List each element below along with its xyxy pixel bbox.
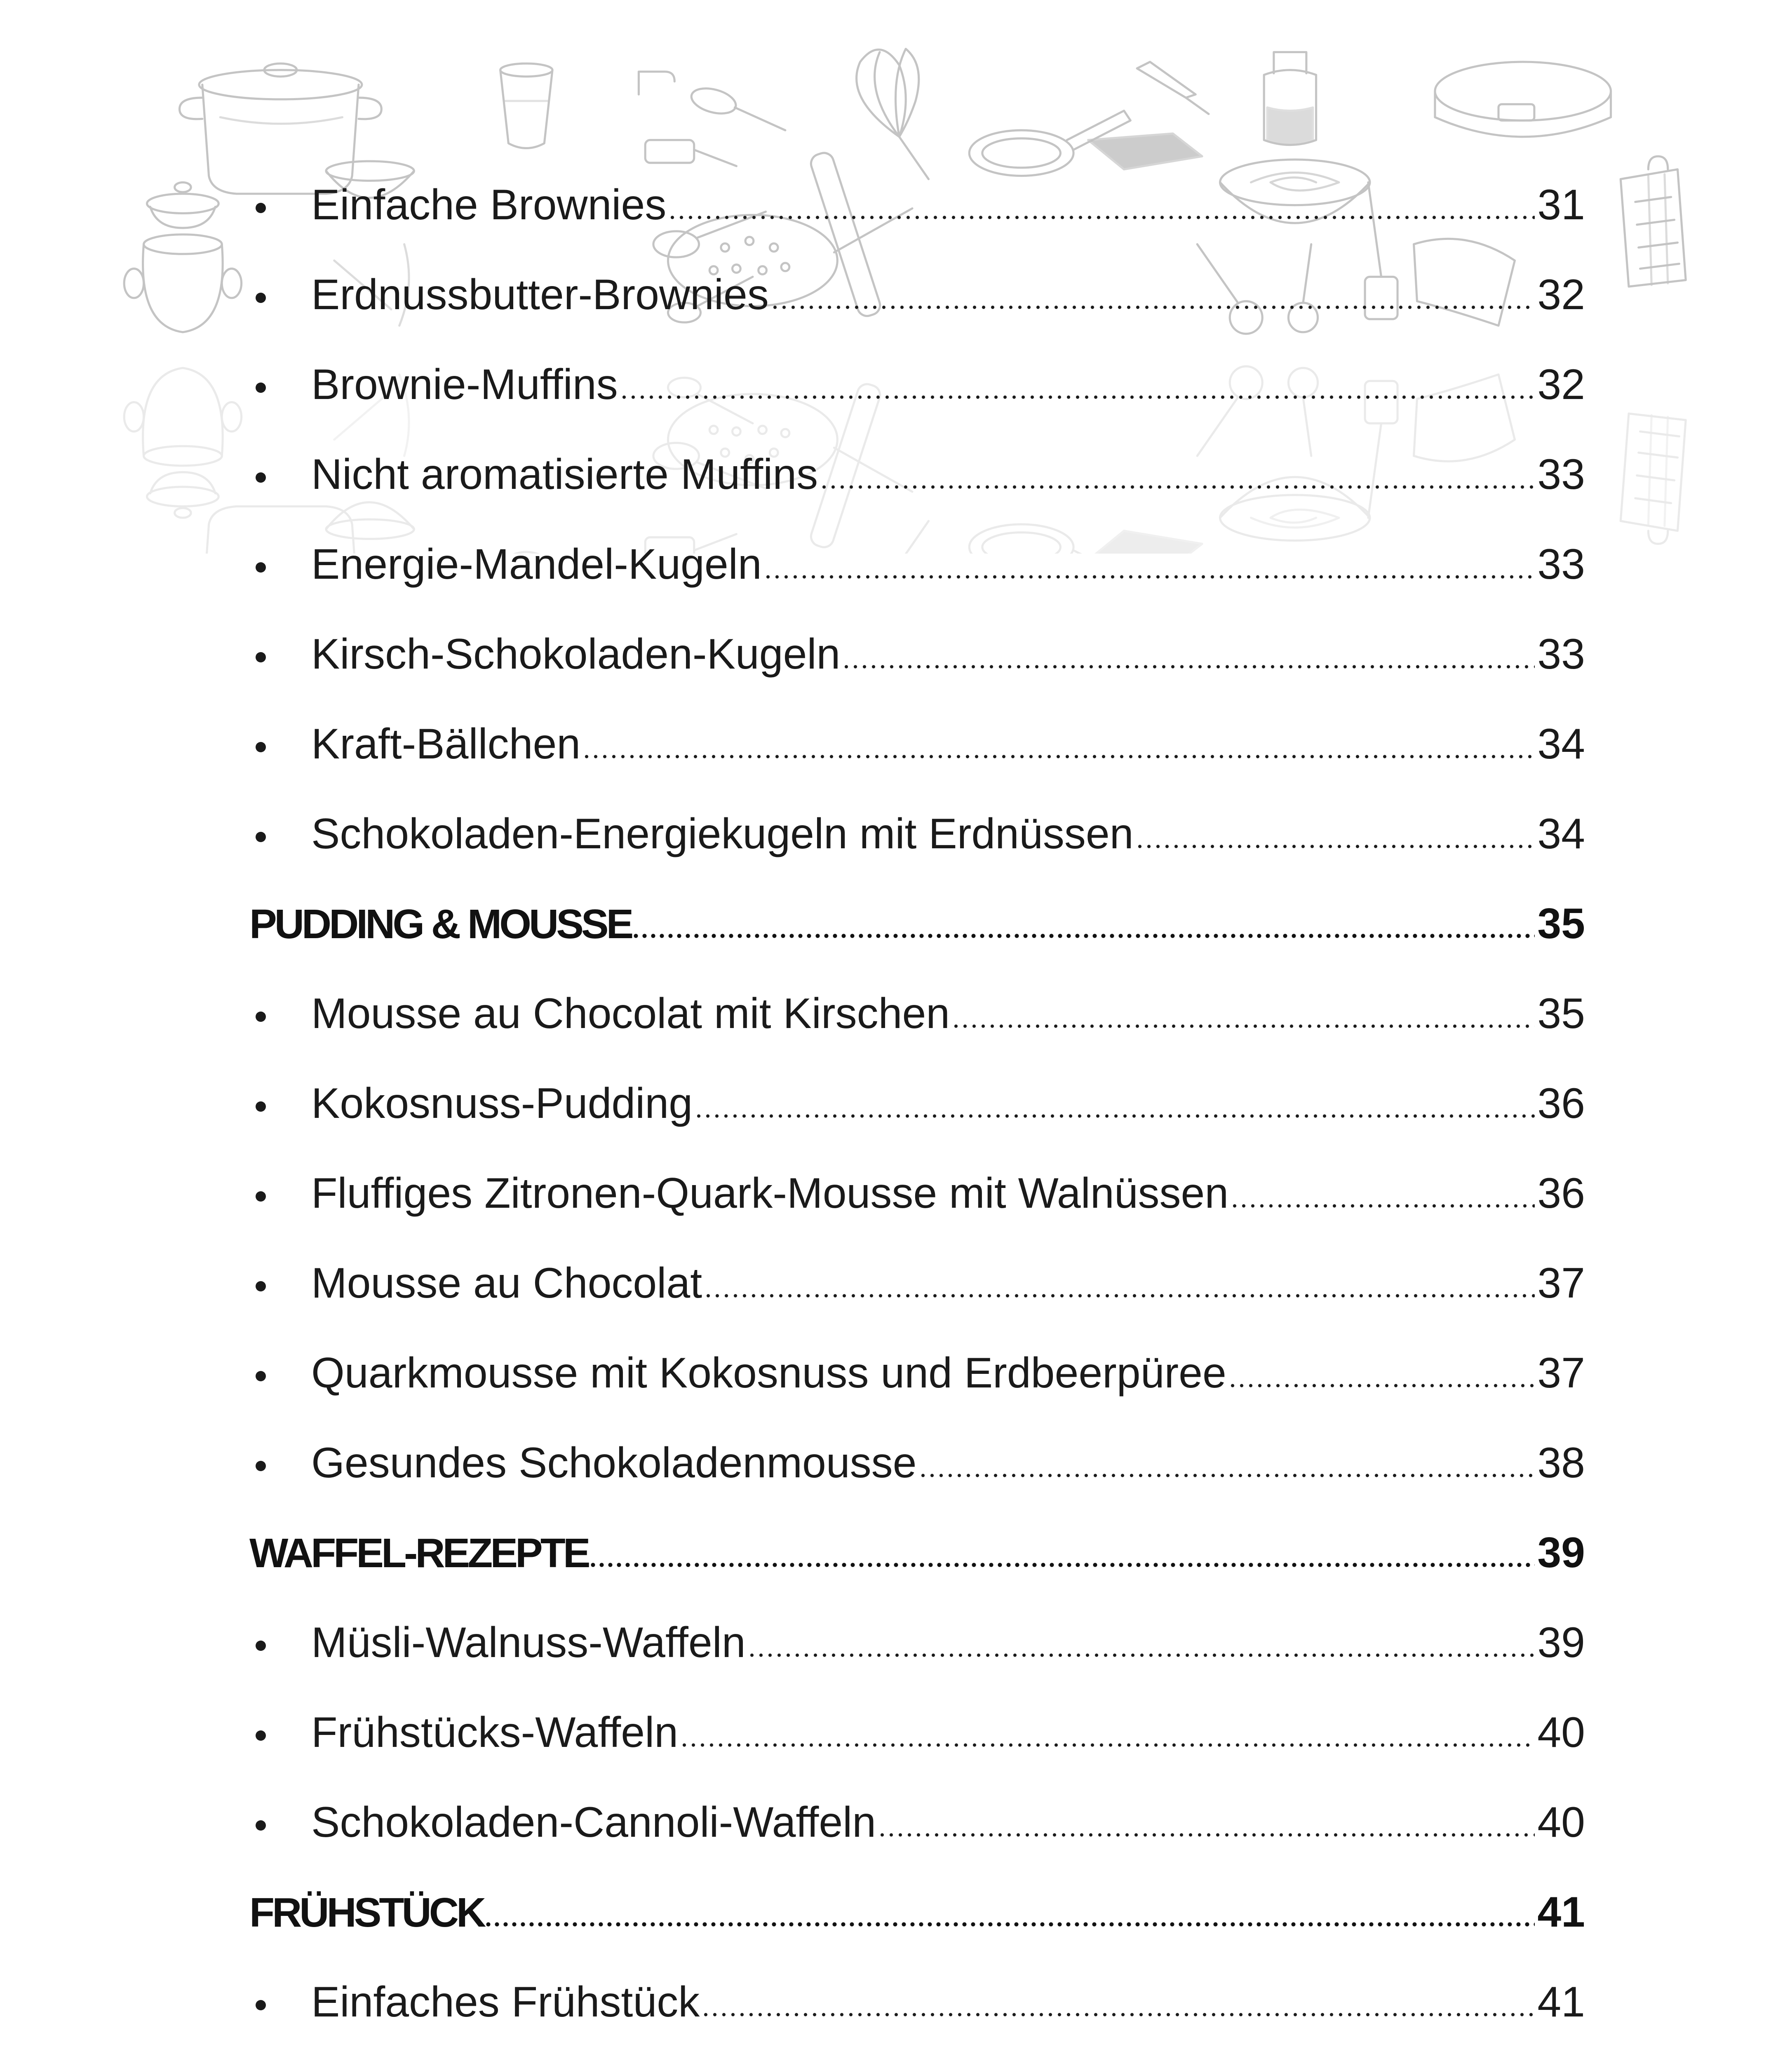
toc-entry-title: Mousse au Chocolat mit Kirschen xyxy=(311,990,950,1038)
toc-section-heading xyxy=(249,879,1585,969)
bullet-icon xyxy=(249,1012,311,1028)
toc-entry-page: 41 xyxy=(1537,1978,1585,2026)
toc-section-page: 41 xyxy=(1537,1888,1585,1936)
toc-entry xyxy=(249,1148,1585,1238)
toc-entry-page xyxy=(1537,2047,1585,2061)
toc-entry xyxy=(249,430,1585,519)
dot-leader xyxy=(697,1114,1535,1118)
dot-leader xyxy=(921,1474,1535,1477)
dot-leader xyxy=(486,1922,1535,1927)
toc-entry-title: Brownie-Muffins xyxy=(311,361,618,408)
toc-entry xyxy=(249,609,1585,699)
bullet-icon xyxy=(249,562,311,579)
toc-entry-page: 36 xyxy=(1537,1169,1585,1217)
bullet-icon xyxy=(249,1281,311,1298)
table-of-contents xyxy=(249,160,1585,2061)
glass-sketch xyxy=(500,63,552,148)
toc-entry-title: Einfache Brownies xyxy=(311,181,667,229)
bullet-icon xyxy=(249,1101,311,1118)
toc-entry-page: 36 xyxy=(1537,1080,1585,1127)
toc-entry-title: Erdnussbutter-Brownies xyxy=(311,271,769,319)
dot-leader xyxy=(844,665,1535,669)
dot-leader xyxy=(1231,1384,1535,1387)
toc-entry xyxy=(249,340,1585,430)
dot-leader xyxy=(880,1833,1535,1837)
dot-leader xyxy=(634,934,1535,938)
toc-entry-page: 34 xyxy=(1537,720,1585,768)
toc-entry-title: Kirsch-Schokoladen-Kugeln xyxy=(311,630,841,678)
toc-entry-page: 35 xyxy=(1537,990,1585,1038)
bullet-icon xyxy=(249,472,311,489)
toc-entry-page: 37 xyxy=(1537,1349,1585,1397)
toc-entry xyxy=(249,1059,1585,1148)
toc-entry xyxy=(249,969,1585,1059)
toc-entry-title: Schokoladen-Cannoli-Waffeln xyxy=(311,1798,876,1846)
dot-leader xyxy=(766,575,1535,579)
toc-entry-title: Fluffiges Zitronen-Quark-Mousse mit Walnüssen xyxy=(311,1169,1229,1217)
toc-entry-page: 40 xyxy=(1537,1798,1585,1846)
dot-leader xyxy=(773,305,1535,309)
bullet-icon xyxy=(249,652,311,669)
toc-section-title: WAFFEL-REZEPTE xyxy=(249,1530,588,1576)
bullet-icon xyxy=(249,1730,311,1747)
bullet-icon xyxy=(249,2000,311,2016)
toc-entry-title: Gesundes Schokoladenmousse xyxy=(311,1439,917,1487)
toc-section-heading xyxy=(249,1867,1585,1957)
toc-entry-page: 34 xyxy=(1537,810,1585,858)
toc-entry-page: 33 xyxy=(1537,630,1585,678)
dot-leader xyxy=(682,1743,1535,1747)
bullet-icon xyxy=(249,742,311,758)
toc-entry-page: 39 xyxy=(1537,1619,1585,1667)
toc-entry-title: Frühstücks-Waffeln xyxy=(311,1709,679,1756)
toc-entry xyxy=(249,699,1585,789)
bullet-icon xyxy=(249,203,311,219)
toc-entry-title: Nicht aromatisierte Muffins xyxy=(311,451,818,498)
toc-entry xyxy=(249,519,1585,609)
dot-leader xyxy=(706,1294,1535,1298)
toc-entry-page: 37 xyxy=(1537,1259,1585,1307)
toc-section-page: 39 xyxy=(1537,1529,1585,1577)
bullet-icon xyxy=(249,293,311,309)
dot-leader xyxy=(585,755,1535,758)
toc-entry-title: Kraft-Bällchen xyxy=(311,720,581,768)
toc-entry-page: 32 xyxy=(1537,271,1585,319)
toc-entry-title: Kokosnuss-Pudding xyxy=(311,1080,693,1127)
toc-entry-page: 32 xyxy=(1537,361,1585,408)
dot-leader xyxy=(822,485,1535,489)
toc-entry xyxy=(249,1777,1585,1867)
toc-entry xyxy=(249,250,1585,340)
dot-leader xyxy=(954,1024,1535,1028)
toc-section-title: PUDDING & MOUSSE xyxy=(249,901,632,947)
toc-entry-title: Mousse au Chocolat xyxy=(311,1259,702,1307)
toc-entry xyxy=(249,1328,1585,1418)
toc-section-title: FRÜHSTÜCK xyxy=(249,1890,484,1936)
dot-leader xyxy=(670,216,1535,219)
dot-leader xyxy=(1233,1204,1535,1208)
toc-entry-page: 31 xyxy=(1537,181,1585,229)
bullet-icon xyxy=(249,1641,311,1657)
toc-entry xyxy=(249,160,1585,250)
dot-leader xyxy=(750,1653,1535,1657)
toc-entry xyxy=(249,2047,1585,2061)
bullet-icon xyxy=(249,383,311,399)
toc-entry xyxy=(249,1957,1585,2047)
toc-section-heading xyxy=(249,1508,1585,1598)
grater-sketch xyxy=(1621,156,1686,286)
dot-leader xyxy=(1138,845,1535,848)
bullet-icon xyxy=(249,832,311,848)
bullet-icon xyxy=(249,1191,311,1208)
toc-section-page: 35 xyxy=(1537,900,1585,948)
bullet-icon xyxy=(249,1820,311,1837)
bullet-icon xyxy=(249,1461,311,1477)
jar-sketch xyxy=(1264,52,1316,145)
sugar-pot-sketch xyxy=(124,182,241,332)
toc-entry-title: Schokoladen-Energiekugeln mit Erdnüssen xyxy=(311,810,1134,858)
toc-entry-title: Müsli-Walnuss-Waffeln xyxy=(311,1619,746,1667)
toc-entry-page: 38 xyxy=(1537,1439,1585,1487)
toc-entry-title: Einfaches Frühstück xyxy=(311,1978,700,2026)
toc-entry-page: 40 xyxy=(1537,1709,1585,1756)
toc-entry xyxy=(249,1688,1585,1777)
dot-leader xyxy=(704,2013,1535,2016)
toc-entry xyxy=(249,1598,1585,1688)
toc-entry-title: Energie-Mandel-Kugeln xyxy=(311,540,762,588)
toc-entry-page: 33 xyxy=(1537,451,1585,498)
dot-leader xyxy=(622,395,1535,399)
toc-entry-page: 33 xyxy=(1537,540,1585,588)
toc-entry-title xyxy=(311,2047,773,2061)
springform-pan-sketch xyxy=(1435,62,1611,137)
toc-entry xyxy=(249,1418,1585,1508)
toc-entry-title: Quarkmousse mit Kokosnuss und Erdbeerpüree xyxy=(311,1349,1226,1397)
toc-entry xyxy=(249,789,1585,879)
bullet-icon xyxy=(249,1371,311,1387)
dot-leader xyxy=(591,1563,1535,1567)
toc-entry xyxy=(249,1238,1585,1328)
